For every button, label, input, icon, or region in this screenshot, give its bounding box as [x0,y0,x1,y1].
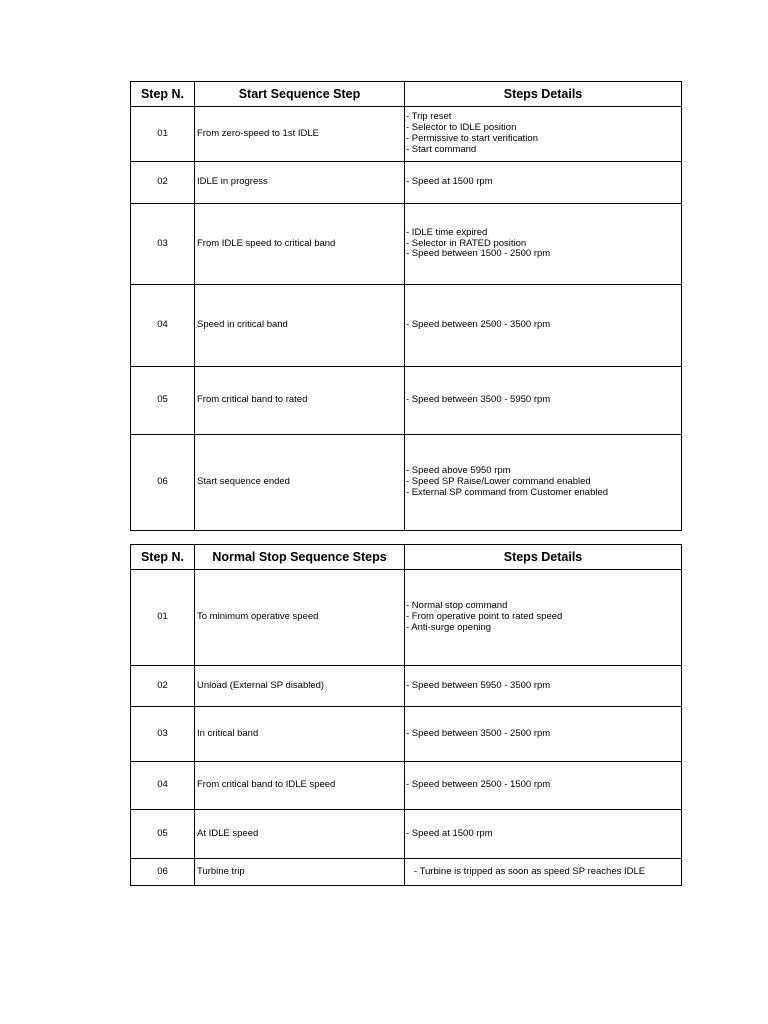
detail-line: - Speed between 2500 - 1500 rpm [406,779,551,791]
step-name-cell: At IDLE speed [195,810,405,859]
step-number-cell: 05 [131,810,195,859]
detail-line: - Speed at 1500 rpm [406,827,493,839]
detail-line: - Anti-surge opening [406,621,492,633]
detail-line: - Speed between 3500 - 2500 rpm [406,727,551,739]
step-number-cell: 04 [131,762,195,810]
detail-line: - Trip reset [406,111,452,123]
table-row [131,107,682,162]
step-name-cell: From IDLE speed to critical band [195,204,405,285]
detail-line: - Normal stop command [406,600,508,612]
step-name-cell: Speed in critical band [195,285,405,367]
step-number-cell: 03 [131,707,195,762]
step-details-cell [405,570,682,666]
table-row [131,666,682,707]
step-details-cell [405,859,682,886]
step-number-cell: 02 [131,666,195,707]
step-name-cell: From critical band to rated [195,367,405,435]
start-sequence-table [130,81,682,531]
step-details-cell [405,666,682,707]
step-number-cell: 06 [131,435,195,531]
table-row [131,810,682,859]
table-row [131,859,682,886]
stop-table-body [131,570,682,886]
detail-line: - Permissive to start verification [406,133,538,144]
step-details-cell [405,162,682,204]
step-name-cell: Unload (External SP disabled) [195,666,405,707]
header-step-name: Normal Stop Sequence Steps [195,545,405,570]
step-details-cell [405,285,682,367]
step-name-cell: Turbine trip [195,859,405,886]
step-number-cell: 05 [131,367,195,435]
header-step-number: Step N. [131,545,195,570]
step-name-cell: In critical band [195,707,405,762]
detail-line: - Speed between 2500 - 3500 rpm [406,319,551,331]
step-details-cell [405,435,682,531]
detail-line: - Speed between 3500 - 5950 rpm [406,394,551,406]
detail-line: - From operative point to rated speed [406,611,563,623]
header-step-name: Start Sequence Step [195,82,405,107]
detail-line: - Speed between 5950 - 3500 rpm [406,679,551,691]
table-header-row [131,82,682,107]
table-row [131,367,682,435]
detail-line: - Speed SP Raise/Lower command enabled [406,476,591,488]
step-details-cell [405,707,682,762]
step-details-cell [405,204,682,285]
start-table-body [131,107,682,531]
step-number-cell: 03 [131,204,195,285]
table-header-row [131,545,682,570]
table-row [131,285,682,367]
table-row [131,435,682,531]
step-number-cell: 01 [131,107,195,162]
header-step-details: Steps Details [405,545,682,570]
detail-line: - Speed above 5950 rpm [406,465,511,477]
step-number-cell: 02 [131,162,195,204]
step-number-cell: 04 [131,285,195,367]
step-name-cell: From zero-speed to 1st IDLE [195,107,405,162]
table-row [131,762,682,810]
detail-line: - Selector in RATED position [406,237,527,249]
step-name-cell: From critical band to IDLE speed [195,762,405,810]
step-name-cell: To minimum operative speed [195,570,405,666]
detail-line: - Selector to IDLE position [406,122,517,134]
header-step-number: Step N. [131,82,195,107]
step-number-cell: 06 [131,859,195,886]
step-details-cell [405,107,682,162]
header-step-details: Steps Details [405,82,682,107]
step-name-cell: IDLE in progress [195,162,405,204]
table-row [131,707,682,762]
step-details-cell [405,762,682,810]
detail-line: - IDLE time expired [406,226,488,238]
detail-line: - Start command [406,143,477,155]
table-row [131,204,682,285]
step-number-cell: 01 [131,570,195,666]
step-details-cell [405,810,682,859]
step-name-cell: Start sequence ended [195,435,405,531]
detail-line: - Speed between 1500 - 2500 rpm [406,248,551,260]
table-row [131,162,682,204]
stop-sequence-table [130,544,682,886]
detail-line: - Turbine is tripped as soon as speed SP reaches IDLE [414,865,646,877]
detail-line: - External SP command from Customer enabled [406,486,609,498]
table-row [131,570,682,666]
detail-line: - Speed at 1500 rpm [406,176,493,188]
step-details-cell [405,367,682,435]
